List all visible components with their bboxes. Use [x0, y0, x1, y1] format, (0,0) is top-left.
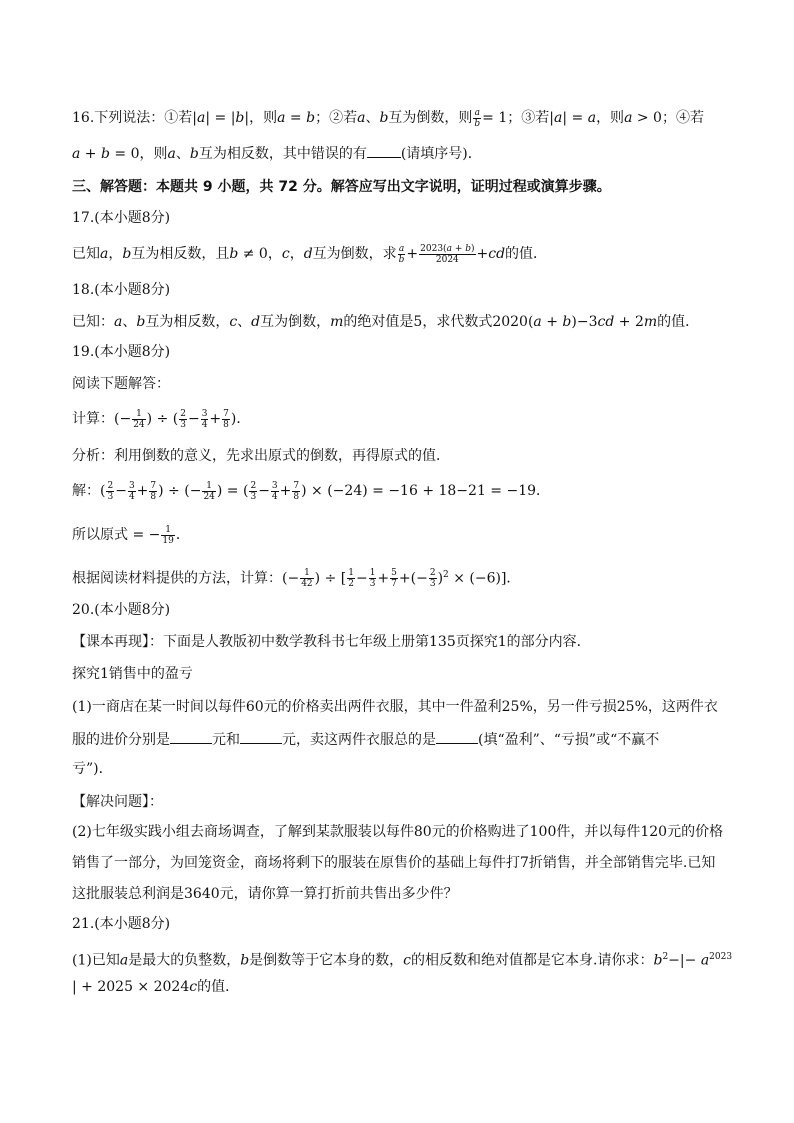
q20-p1-line2: 服的进价分别是 元和 元，卖这两件衣服总的是 (填“盈利”、“亏损”或“不赢不 [72, 729, 734, 751]
q20-review: 【课本再现】：下面是人教版初中数学教科书七年级上册第135页探究1的部分内容． [72, 634, 591, 650]
q20-p2-line2: 销售了一部分，为回笼资金，商场将剩下的服装在原售价的基础上每件打7折销售，并全部销售完毕.已知 [72, 855, 716, 871]
answer-blank[interactable] [170, 729, 212, 744]
q19-calc: 计算：(− $\frac{1}{24}$ ) ÷ ( $\frac{2}{3}$ − $\frac{3}{4}$ + $\frac{7}{8}$ )． [72, 408, 251, 430]
q20-explore: 探究1销售中的盈亏 [72, 666, 193, 682]
q16-line1: 16.下列说法：①若|a| = |b|，则a = b；②若a、b互为倒数，则 $\frac{a}{b}$ = 1；③若|a| = a，则a > 0；④若 [72, 107, 704, 129]
q20-p2-line1: (2)七年级实践小组去商场调查，了解到某款服装以每件80元的价格购进了100件，并以每件120元的价格 [72, 824, 724, 840]
answer-blank[interactable] [436, 729, 478, 744]
q18-body: 已知：a、b互为相反数，c、d互为倒数，m的绝对值是5，求代数式2020(a + b)−3cd + 2m的值． [72, 314, 700, 330]
answer-blank[interactable] [240, 729, 282, 744]
q17-heading: 17.(本小题8分) [72, 210, 171, 226]
q17-body: 已知a，b互为相反数，且b ≠ 0，c，d互为倒数，求 $\frac{a}{b}$ + $\frac{2023(a + b)}{2024}$ +cd的值． [72, 243, 548, 265]
q20-p2-line3: 这批服装总利润是3640元，请你算一算打折前共售出多少件？ [72, 886, 458, 902]
q18-heading: 18.(本小题8分) [72, 282, 171, 298]
q20-solve: 【解决问题】： [72, 794, 163, 810]
q20-p1-line1: (1)一商店在某一时间以每件60元的价格卖出两件衣服，其中一件盈利25%，另一件亏损25%，这两件衣 [72, 699, 718, 715]
q19-intro: 阅读下题解答： [72, 376, 170, 392]
q20-heading: 20.(本小题8分) [72, 602, 171, 618]
q19-analysis: 分析：利用倒数的意义，先求出原式的倒数，再得原式的值． [72, 448, 450, 464]
q19-heading: 19.(本小题8分) [72, 344, 171, 360]
q21-p1-line2: | + 2025 × 2024c的值． [72, 979, 240, 995]
answer-blank[interactable] [367, 143, 401, 158]
q21-p1-line1: (1)已知a是最大的负整数，b是倒数等于它本身的数，c的相反数和绝对值都是它本身.请你求：$b^2-|- a^{2023}$ [72, 952, 733, 969]
q21-heading: 21.(本小题8分) [72, 916, 171, 932]
q19-task: 根据阅读材料提供的方法，计算：(− $\frac{1}{42}$ ) ÷ [ $\frac{1}{2}$ − $\frac{1}{3}$ + $\frac{5}{7}$ +(− $\frac{2}{3}$ )$^2$ × (−6)]． [72, 568, 521, 590]
q16-line2: a + b = 0，则a、b互为相反数，其中错误的有 (请填序号)． [72, 143, 734, 165]
q19-solution: 解：( $\frac{2}{3}$ − $\frac{3}{4}$ + $\frac{7}{8}$ ) ÷ (− $\frac{1}{24}$ ) = ( $\frac{2}{3}$ − $\frac{3}{4}$ + $\frac{7}{8}$ ) × (−24) = −16 + 18−21 = −19． [72, 480, 551, 502]
q20-p1-line3: 亏”)． [72, 761, 113, 777]
q19-result: 所以原式 = − $\frac{1}{19}$ ． [72, 524, 190, 546]
section-heading: 三、解答题：本题共 9 小题，共 72 分。解答应写出文字说明，证明过程或演算步骤。 [72, 179, 611, 195]
